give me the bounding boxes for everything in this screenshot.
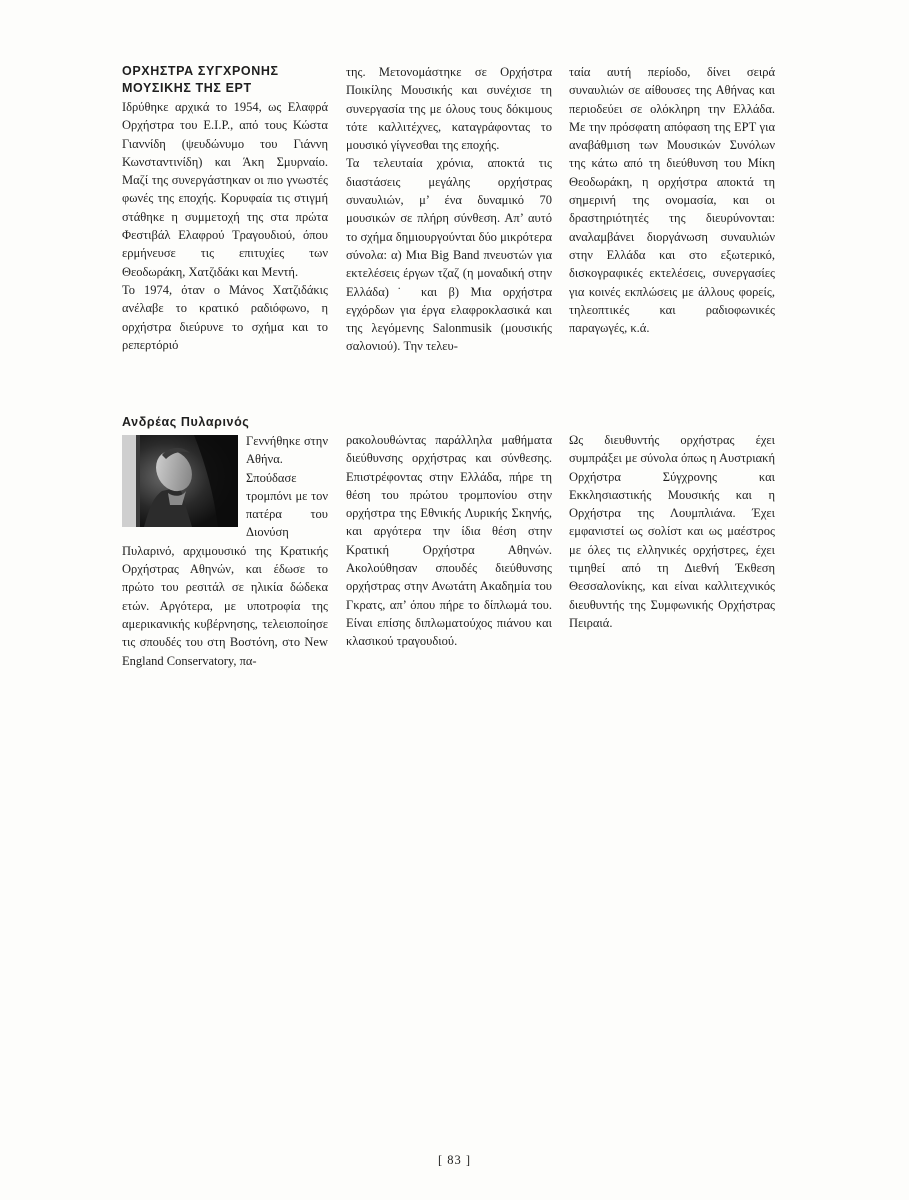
section1-col3-paragraph1: ταία αυτή περίοδο, δίνει σειρά συναυλιών σε αίθουσες της Αθήνας και περιοδεύει σε ολόκληρη την Ελλάδα. Με την πρόσφατη απόφαση της ΕΡΤ για αναβάθμιση των Μουσικών Συνόλων της κάτω από τη διεύθυνση του Μίκη Θεοδωράκη, η ορχήστρα αποκτά τη σημερινή της ονομασία, και οι δραστηριότητές της διευρύνονται: αναλαμβάνει διοργάνωση συναυλιών στην Ελλάδα και στο εξωτερικό, δισκογραφικές εκτελέσεις, συνεργασίες για κοινές εκπλώσεις με άλλους φορείς, τηλεοπτικές και ραδιοφωνικές παραγωγές, κ.ά.	[569, 65, 775, 336]
section1-heading-line2: ΜΟΥΣΙΚΗΣ ΤΗΣ ΕΡΤ	[122, 81, 252, 95]
section2-column-1	[122, 414, 328, 670]
section1-col2-paragraph2: Τα τελευταία χρόνια, αποκτά τις διαστάσεις μεγάλης ορχήστρας συναυλιών, μ’ ένα δυναμικό 70 μουσικών σε πλήρη σύνθεση. Απ’ αυτό το σχήμα δημιουργούνται δύο μικρότερα σύνολα: α) Μια Big Band πνευστών για εκτελέσεις έργων τζαζ (η μοναδική στην Ελλάδα)˙ και β) Μια ορχήστρα εγχόρδων για έργα ελαφροκλασικά και της λεγόμενης Salonmusik (μουσικής σαλονιού). Την τελευ-	[346, 156, 552, 354]
section1-heading	[122, 63, 328, 97]
section2-col3-paragraph1: Ως διευθυντής ορχήστρας έχει συμπράξει με σύνολα όπως η Αυστριακή Ορχήστρα Σύγχρονης και Εκκλησιαστικής Μουσικής και η Ορχήστρα της Λουμπλιάνα. Έχει εμφανιστεί ως σολίστ και ως μαέστρος με όλες τις ελληνικές ορχήστρες, έχει τιμηθεί από τη Διεθνή Έκθεση Θεσσαλονίκης, και είναι καλλιτεχνικός διευθυντής της Συμφωνικής Ορχήστρας Πειραιά.	[569, 433, 775, 630]
section2-heading: Ανδρέας Πυλαρινός	[122, 415, 250, 429]
page-number: [ 83 ]	[437, 1153, 472, 1167]
section1-col1-paragraph1: Ιδρύθηκε αρχικά το 1954, ως Ελαφρά Ορχήστρα του Ε.Ι.Ρ., από τους Κώστα Γιαννίδη (ψευδώνυμο του Γιάννη Κωνσταντινίδη) και Άκη Σμυρναίο. Μαζί της συνεργάστηκαν οι πιο γνωστές φωνές της εποχής. Κορυφαία τις στιγμή στάθηκε η συμμετοχή της στα πρώτα Φεστιβάλ Ελαφρού Τραγουδιού, όπου ερμήνευσε τις επιτυχίες των Θεοδωράκη, Χατζιδάκι και Μεντή.	[122, 100, 328, 279]
section1-column-3	[569, 63, 775, 337]
section1-column-2	[346, 63, 552, 356]
portrait-image	[122, 435, 238, 527]
section1-col2-paragraph1: της. Μετονομάστηκε σε Ορχήστρα Ποικίλης Μουσικής και συνέχισε τη συνεργασία της με όλους τους δόκιμους τότε καλλιτέχνες, καταγράφοντας το μουσικό γίγνεσθαι της εποχής.	[346, 65, 552, 153]
section2-column-3	[569, 431, 775, 632]
section1-heading-line1: ΟΡΧΗΣΤΡΑ ΣΥΓΧΡΟΝΗΣ	[122, 64, 279, 78]
section1-column-1	[122, 63, 328, 354]
portrait-photo	[122, 435, 238, 527]
section2-column-2	[346, 431, 552, 651]
section2-col1-paragraph1: Γεννήθηκε στην Αθήνα. Σπούδασε τρομπόνι με τον πατέρα του Διονύση Πυλαρινό, αρχιμουσικό της Κρατικής Ορχήστρας Αθηνών, και έδωσε το πρώτο του ρεσιτάλ σε ηλικία δώδεκα ετών. Αργότερα, με υποτροφία της αμερικανικής κυβέρνησης, τελειοποίησε τις σπουδές του στη Βοστόνη, στο New England Conservatory, πα-	[122, 434, 328, 668]
section2-col2-paragraph1: ρακολουθώντας παράλληλα μαθήματα διεύθυνσης ορχήστρας και σύνθεσης. Επιστρέφοντας στην Ελλάδα, πήρε τη θέση του πρώτου τρομπονίου στην ορχήστρα της Εθνικής Λυρικής Σκηνής, και αργότερα την ίδια θέση στην Κρατική Ορχήστρα Αθηνών. Ακολούθησαν σπουδές διεύθυνσης ορχήστρας στην Ανωτάτη Ακαδημία του Γκρατς, απ’ όπου πήρε το δίπλωμά του. Είναι επίσης διπλωματούχος πιάνου και κλασικού τραγουδιού.	[346, 433, 552, 649]
section1-col1-paragraph2: Το 1974, όταν ο Μάνος Χατζιδάκις ανέλαβε το κρατικό ραδιόφωνο, η ορχήστρα διεύρυνε το σχήμα και το ρεπερτόριό	[122, 282, 328, 352]
